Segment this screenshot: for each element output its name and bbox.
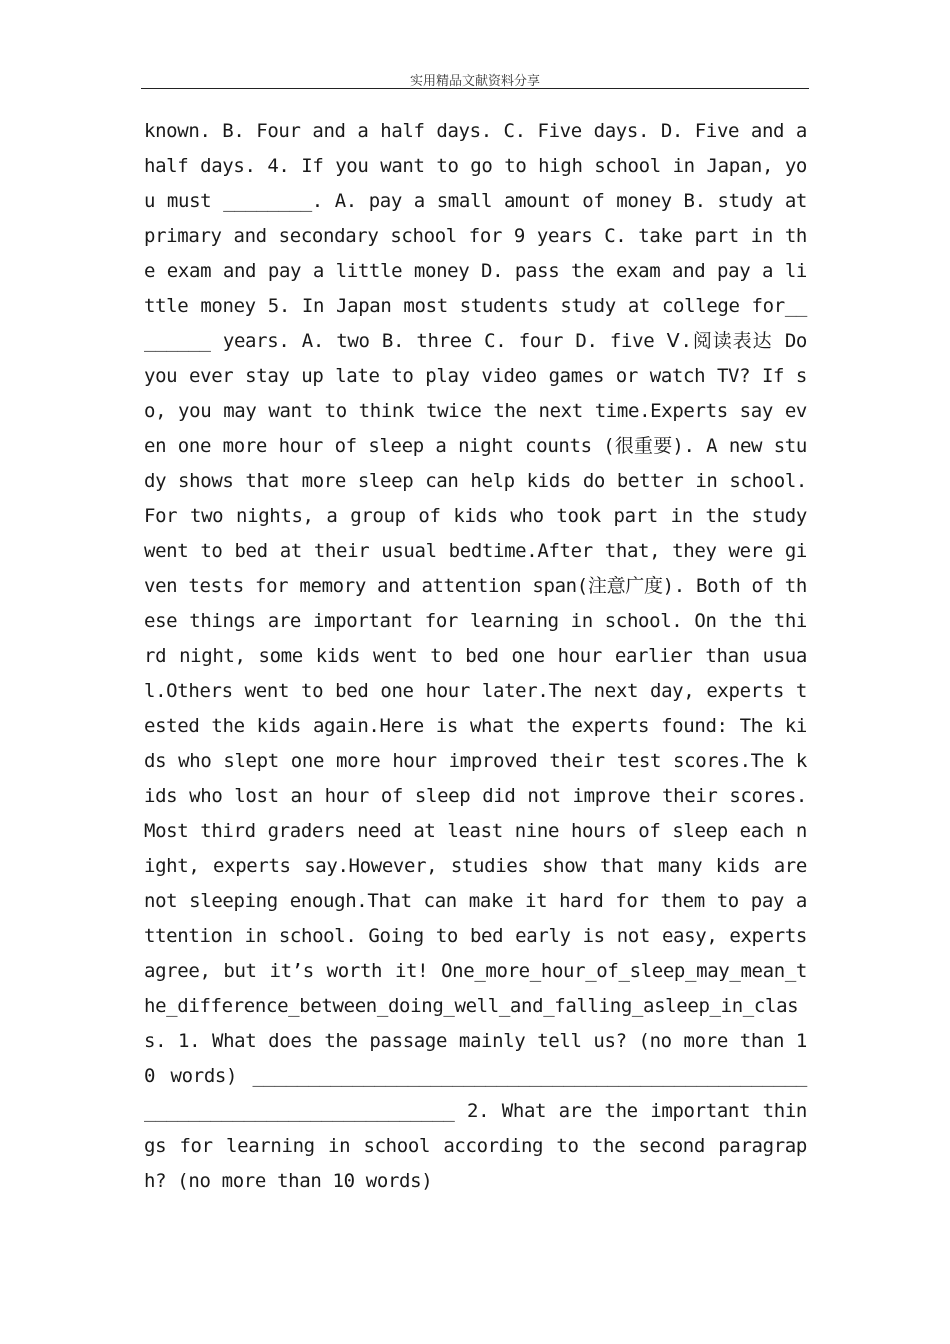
header-divider [141, 88, 809, 89]
header-title: 实用精品文献资料分享 [409, 74, 540, 89]
document-body-text: known. B. Four and a half days. C. Five days. D. Five and a half days. 4. If you want to go to high school in Japan, you must ________. A. pay a small amount of money B. study at primary and secondary school for 9 years C. take part in the exam and pay a little money D. pass the exam and pay a little money 5. In Japan most students study at college for________ years. A. two B. three C. four D. five Ⅴ.阅读表达 Do you ever stay up late to play video games or watch TV? If so, you may want to think twice the next time.Experts say even one more hour of sleep a night counts (很重要). A new study shows that more sleep can help kids do better in school. For two nights, a group of kids who took part in the study went to bed at their usual bedtime.After that, they were given tests for memory and attention span(注意广度). Both of these things are important for learning in school. On the third night, some kids went to bed one hour earlier than usual.Others went to bed one hour later.The next day, experts tested the kids again.Here is what the experts found: The kids who slept one more hour improved their test scores.The kids who lost an hour of sleep did not improve their scores. Most third graders need at least nine hours of sleep each night, experts say.However, studies show that many kids are not sleeping enough.That can make it hard for them to pay attention in school. Going to bed early is not easy, experts agree, but it’s worth it! One_more_hour_of_sleep_may_mean_the_difference_between_doing_well_and_falling_asleep_in_class. 1. What does the passage mainly tell us? (no more than 10 words) ______________________________________________________________________________ 2. What are the important things for learning in school according to the second paragraph? (no more than 10 words) [144, 120, 807, 1192]
